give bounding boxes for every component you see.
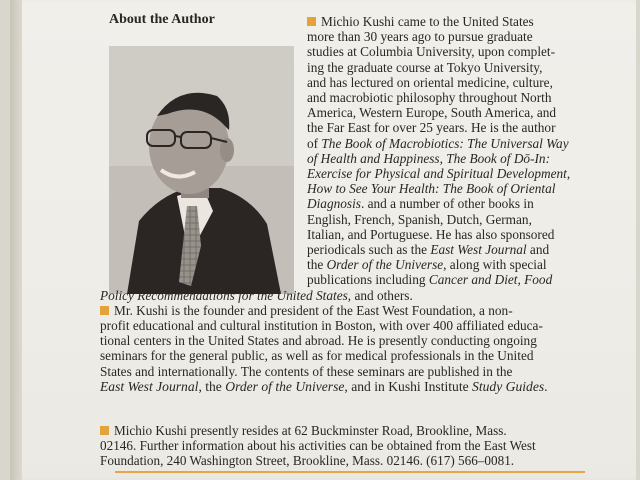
text-line: Exercise for Physical and Spiritual Development, [307, 166, 571, 181]
text-line: publications including Cancer and Diet, Food [307, 272, 553, 288]
text-line: States and internationally. The contents of these seminars are published in the [100, 363, 513, 379]
text-line: Michio Kushi came to the United States [307, 14, 534, 29]
bullet-square-icon [307, 17, 316, 26]
text-line: Italian, and Portuguese. He has also sponsored [307, 226, 555, 242]
page-edge-shadow [10, 0, 22, 480]
text-line: English, French, Spanish, Dutch, German, [307, 211, 532, 227]
text-line: the Far East for over 25 years. He is the author [307, 120, 556, 136]
text-line: Diagnosis. and a number of other books in [307, 196, 534, 212]
text-line: studies at Columbia University, upon complet- [307, 44, 556, 60]
text-line: profit educational and cultural institution in Boston, with over 400 affiliated educa- [100, 318, 543, 333]
final-paragraph-line: 02146. Further information about his activities can be obtained from the East West [100, 438, 536, 453]
section-heading: About the Author [109, 12, 215, 27]
text-line: of Health and Happiness, The Book of Dō-In: [307, 150, 551, 166]
book-page [10, 0, 636, 480]
bullet-square-icon [100, 306, 109, 315]
text-line: the Order of the Universe, along with special [307, 257, 547, 273]
text-line: of The Book of Macrobiotics: The Universal Way [307, 135, 569, 151]
text-line: seminars for the general public, as well as for medical professionals in the United [100, 348, 534, 364]
text-line: and macrobiotic philosophy throughout North [307, 90, 552, 105]
text-line: periodicals such as the East West Journal and [307, 242, 550, 257]
final-paragraph-line: Foundation, 240 Washington Street, Brookline, Mass. 02146. (617) 566–0081. [100, 453, 515, 468]
text-line: Mr. Kushi is the founder and president of the East West Foundation, a non- [100, 303, 513, 318]
text-line: How to See Your Health: The Book of Oriental [307, 181, 556, 197]
text-line: and has lectured on oriental medicine, culture, [307, 74, 553, 90]
author-portrait-icon [109, 46, 294, 294]
author-photo [109, 46, 294, 294]
text-line: Policy Recommendations for the United States, and others. [100, 287, 413, 303]
bullet-square-icon [100, 426, 109, 435]
text-line: tional centers in the United States and abroad. He is presently conducting ongoing [100, 333, 537, 349]
final-paragraph-line: Michio Kushi presently resides at 62 Buckminster Road, Brookline, Mass. [100, 423, 507, 438]
text-line: more than 30 years ago to pursue graduate [307, 29, 533, 45]
text-line: ing the graduate course at Tokyo University, [307, 59, 543, 75]
text-line: America, Western Europe, South America, and [307, 105, 557, 121]
orange-divider [115, 471, 585, 473]
text-line: East West Journal, the Order of the Universe, and in Kushi Institute Study Guides. [100, 378, 548, 394]
